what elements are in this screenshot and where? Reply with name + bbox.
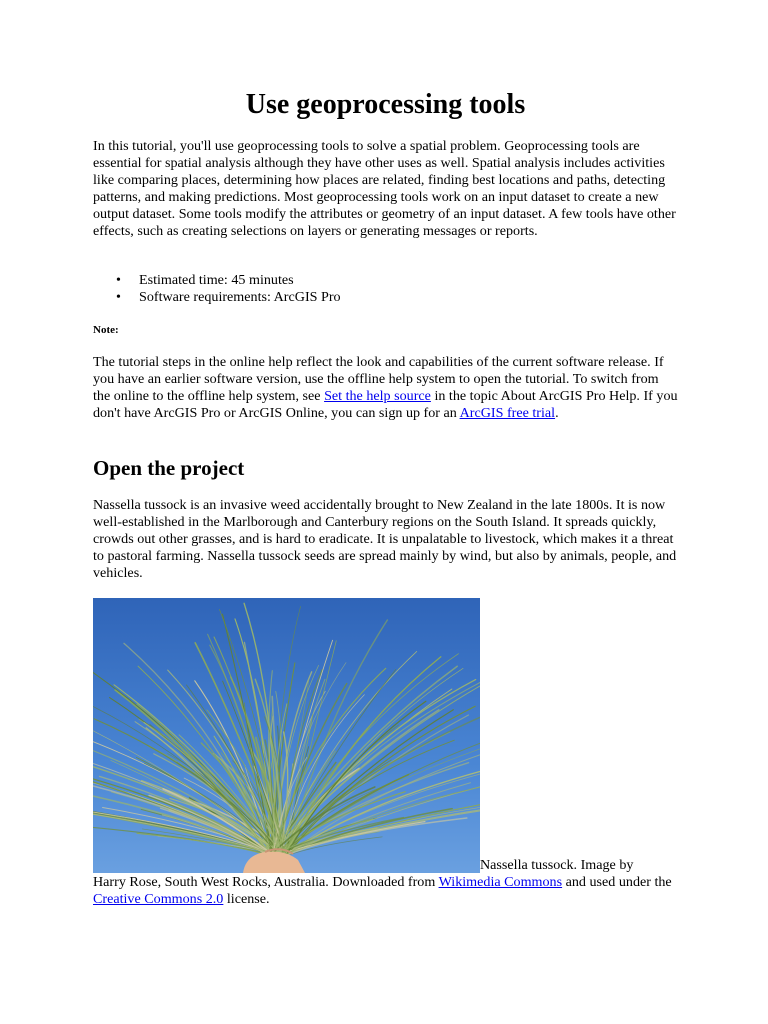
intro-paragraph: In this tutorial, you'll use geoprocessing tools to solve a spatial problem. Geoprocessing tools are essential for spatial analysis although they have other uses as well. Spatial analysis includes activities like comparing places, determining how places are related, finding best locations and paths, detecting patterns, and making predictions. Most geoprocessing tools work on an input dataset to create a new output dataset. Some tools modify the attributes or geometry of an input dataset. A few tools have other effects, such as creating selections on layers or generating messages or reports.	[93, 138, 676, 239]
nassella-tussock-photo	[93, 598, 480, 873]
caption-text: and used under the	[562, 874, 672, 890]
set-help-source-link[interactable]: Set the help source	[324, 387, 431, 404]
note-text: in the topic About ArcGIS Pro Help. If you don't have ArcGIS Pro or ArcGIS Online, you can sign up for an	[93, 387, 678, 421]
page-title: Use geoprocessing tools	[245, 89, 526, 120]
nassella-paragraph: Nassella tussock is an invasive weed accidentally brought to New Zealand in the late 1800s. It is now well-established in the Marlborough and Canterbury regions on the South Island. It spreads quickly, crowds out other grasses, and is hard to eradicate. It is unpalatable to livestock, which makes it a threat to pastoral farming. Nassella tussock seeds are spread mainly by wind, but also by animals, people, and vehicles.	[93, 497, 677, 581]
note-text: .	[555, 404, 559, 421]
section-heading: Open the project	[93, 456, 245, 480]
caption-text: Harry Rose, South West Rocks, Australia. Downloaded from	[93, 874, 439, 890]
note-label: Note:	[93, 324, 119, 336]
image-caption-first-line: Nassella tussock. Image by	[480, 857, 634, 873]
caption-text: license.	[223, 890, 270, 907]
list-item: • Estimated time: 45 minutes	[139, 272, 341, 289]
arcgis-free-trial-link[interactable]: ArcGIS free trial	[459, 404, 556, 421]
image-caption	[93, 874, 678, 908]
list-item: • Software requirements: ArcGIS Pro	[139, 289, 341, 306]
grass-photo-image	[93, 598, 480, 873]
creative-commons-link[interactable]: Creative Commons 2.0	[93, 890, 224, 907]
note-paragraph	[93, 354, 678, 422]
note-text: The tutorial steps in the online help reflect the look and capabilities of the current software release. If you have an earlier software version, use the offline help system to open the tutorial. To switch from the online to the offline help system, see	[93, 354, 664, 404]
wikimedia-commons-link[interactable]: Wikimedia Commons	[438, 874, 563, 890]
requirements-list	[93, 272, 341, 306]
